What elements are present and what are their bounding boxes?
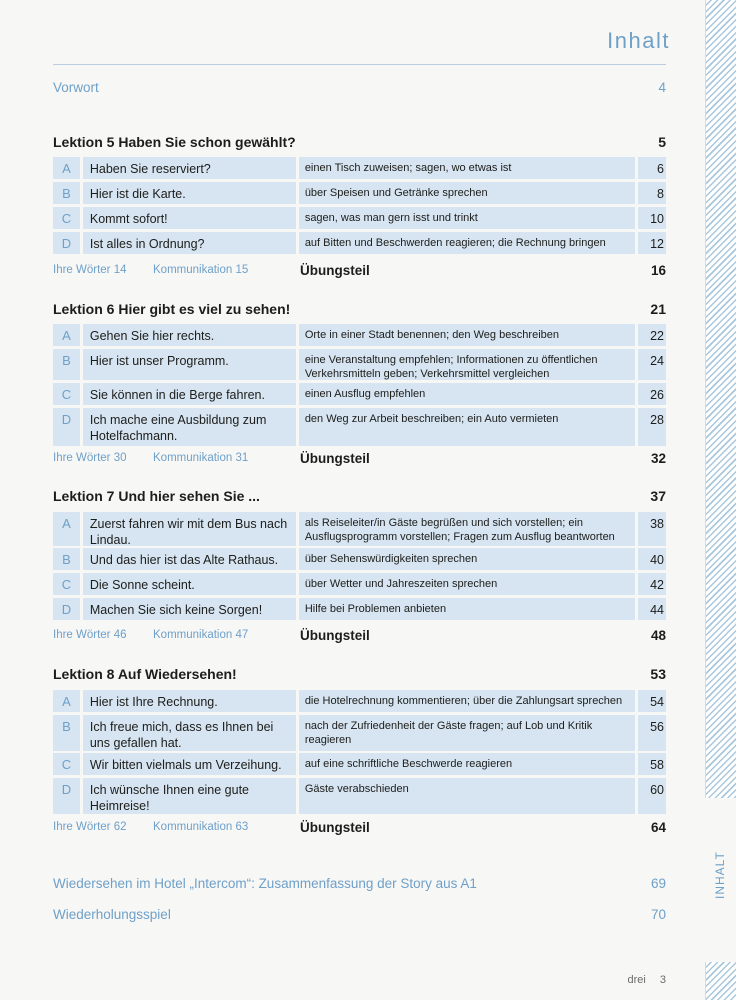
toc-entry-label: Vorwort	[53, 79, 99, 95]
lesson-heading[interactable]	[53, 132, 666, 152]
row-letter: B	[53, 715, 80, 751]
words-link[interactable]: Ihre Wörter 14	[53, 264, 127, 276]
words-link[interactable]: Ihre Wörter 30	[53, 452, 127, 464]
toc-row[interactable]	[53, 232, 666, 254]
words-link[interactable]: Ihre Wörter 46	[53, 629, 127, 641]
toc-row[interactable]	[53, 408, 666, 446]
row-page: 38	[638, 512, 666, 546]
row-page: 8	[638, 182, 666, 204]
toc-entry-review-game[interactable]	[53, 904, 666, 924]
row-description: sagen, was man gern isst und trinkt	[299, 207, 635, 229]
toc-entry-page: 70	[650, 906, 666, 922]
row-title: Haben Sie reserviert?	[83, 157, 296, 179]
row-letter: D	[53, 232, 80, 254]
toc-row[interactable]	[53, 778, 666, 814]
page-title: Inhalt	[607, 28, 670, 53]
communication-link[interactable]: Kommunikation 15	[153, 264, 249, 276]
decorative-hatch-bottom	[705, 962, 736, 1000]
toc-row[interactable]	[53, 324, 666, 346]
words-link[interactable]: Ihre Wörter 62	[53, 821, 127, 833]
row-letter: C	[53, 207, 80, 229]
lesson-footer	[53, 817, 666, 837]
row-title: Sie können in die Berge fahren.	[83, 383, 296, 405]
lesson-title: Lektion 7 Und hier sehen Sie ...	[53, 488, 260, 504]
row-title: Ich freue mich, dass es Ihnen bei uns gefallen hat.	[83, 715, 296, 751]
row-description: auf eine schriftliche Beschwerde reagieren	[299, 753, 635, 775]
row-letter: D	[53, 598, 80, 620]
communication-link[interactable]: Kommunikation 63	[153, 821, 249, 833]
row-page: 56	[638, 715, 666, 751]
row-page: 12	[638, 232, 666, 254]
lesson-footer	[53, 625, 666, 645]
row-description: Orte in einer Stadt benennen; den Weg beschreiben	[299, 324, 635, 346]
row-description: als Reiseleiter/in Gäste begrüßen und sich vorstellen; ein Ausflugsprogramm vorstellen; Fragen zum Ausflug beantworten	[299, 512, 635, 546]
lesson-footer	[53, 260, 666, 280]
toc-row[interactable]	[53, 512, 666, 546]
row-letter: B	[53, 182, 80, 204]
row-description: nach der Zufriedenheit der Gäste fragen; auf Lob und Kritik reagieren	[299, 715, 635, 751]
row-description: Hilfe bei Problemen anbieten	[299, 598, 635, 620]
row-description: einen Ausflug empfehlen	[299, 383, 635, 405]
exercise-page: 64	[650, 819, 666, 835]
row-page: 54	[638, 690, 666, 712]
toc-row[interactable]	[53, 753, 666, 775]
exercise-link[interactable]: Übungsteil	[300, 450, 370, 466]
toc-row[interactable]	[53, 383, 666, 405]
row-title: Ich mache eine Ausbildung zum Hotelfachmann.	[83, 408, 296, 446]
row-description: einen Tisch zuweisen; sagen, wo etwas ist	[299, 157, 635, 179]
row-description: den Weg zur Arbeit beschreiben; ein Auto vermieten	[299, 408, 635, 446]
exercise-link[interactable]: Übungsteil	[300, 627, 370, 643]
row-page: 44	[638, 598, 666, 620]
communication-link[interactable]: Kommunikation 47	[153, 629, 249, 641]
row-page: 26	[638, 383, 666, 405]
toc-entry-page: 4	[658, 79, 666, 95]
row-letter: A	[53, 157, 80, 179]
toc-row[interactable]	[53, 349, 666, 380]
lesson-page: 21	[650, 301, 666, 317]
toc-row[interactable]	[53, 715, 666, 751]
lesson-heading[interactable]	[53, 664, 666, 684]
toc-row[interactable]	[53, 548, 666, 570]
row-letter: D	[53, 778, 80, 814]
row-page: 58	[638, 753, 666, 775]
lesson-page: 37	[650, 488, 666, 504]
lesson-title: Lektion 8 Auf Wiedersehen!	[53, 666, 237, 682]
exercise-page: 16	[650, 262, 666, 278]
toc-row[interactable]	[53, 157, 666, 179]
lesson-page: 5	[658, 134, 666, 150]
row-title: Kommt sofort!	[83, 207, 296, 229]
lesson-page: 53	[650, 666, 666, 682]
page-number-word: drei	[627, 974, 646, 986]
toc-row[interactable]	[53, 690, 666, 712]
row-description: über Speisen und Getränke sprechen	[299, 182, 635, 204]
toc-row[interactable]	[53, 207, 666, 229]
row-title: Und das hier ist das Alte Rathaus.	[83, 548, 296, 570]
lesson-title: Lektion 6 Hier gibt es viel zu sehen!	[53, 301, 291, 317]
row-title: Hier ist die Karte.	[83, 182, 296, 204]
exercise-link[interactable]: Übungsteil	[300, 819, 370, 835]
toc-entry-label: Wiedersehen im Hotel „Intercom“: Zusammenfassung der Story aus A1	[53, 875, 477, 891]
row-description: eine Veranstaltung empfehlen; Informationen zu öffentlichen Verkehrsmitteln geben; Verkehrsmittel vergleichen	[299, 349, 635, 380]
side-tab-label: INHALT	[713, 851, 727, 899]
row-letter: D	[53, 408, 80, 446]
row-page: 6	[638, 157, 666, 179]
row-page: 28	[638, 408, 666, 446]
decorative-hatch-top	[705, 0, 736, 798]
row-title: Hier ist Ihre Rechnung.	[83, 690, 296, 712]
row-description: über Wetter und Jahreszeiten sprechen	[299, 573, 635, 595]
row-page: 24	[638, 349, 666, 380]
row-page: 22	[638, 324, 666, 346]
toc-row[interactable]	[53, 573, 666, 595]
page-number: 3	[659, 974, 666, 986]
row-letter: A	[53, 324, 80, 346]
toc-entry-story-summary[interactable]	[53, 873, 666, 893]
row-description: auf Bitten und Beschwerden reagieren; die Rechnung bringen	[299, 232, 635, 254]
row-title: Ist alles in Ordnung?	[83, 232, 296, 254]
toc-row[interactable]	[53, 598, 666, 620]
row-description: über Sehenswürdigkeiten sprechen	[299, 548, 635, 570]
lesson-footer	[53, 448, 666, 468]
exercise-link[interactable]: Übungsteil	[300, 262, 370, 278]
row-description: Gäste verabschieden	[299, 778, 635, 814]
row-letter: A	[53, 690, 80, 712]
row-title: Die Sonne scheint.	[83, 573, 296, 595]
row-description: die Hotelrechnung kommentieren; über die Zahlungsart sprechen	[299, 690, 635, 712]
row-title: Machen Sie sich keine Sorgen!	[83, 598, 296, 620]
exercise-page: 32	[650, 450, 666, 466]
communication-link[interactable]: Kommunikation 31	[153, 452, 249, 464]
row-title: Zuerst fahren wir mit dem Bus nach Lindau.	[83, 512, 296, 546]
title-rule	[53, 64, 666, 65]
row-page: 10	[638, 207, 666, 229]
row-page: 60	[638, 778, 666, 814]
lesson-heading[interactable]	[53, 299, 666, 319]
row-letter: C	[53, 383, 80, 405]
row-page: 40	[638, 548, 666, 570]
row-title: Hier ist unser Programm.	[83, 349, 296, 380]
row-letter: C	[53, 573, 80, 595]
row-title: Ich wünsche Ihnen eine gute Heimreise!	[83, 778, 296, 814]
lesson-title: Lektion 5 Haben Sie schon gewählt?	[53, 134, 296, 150]
row-title: Wir bitten vielmals um Verzeihung.	[83, 753, 296, 775]
toc-entry-label: Wiederholungsspiel	[53, 906, 171, 922]
toc-entry-page: 69	[650, 875, 666, 891]
row-title: Gehen Sie hier rechts.	[83, 324, 296, 346]
toc-entry-vorwort[interactable]	[53, 77, 666, 97]
page-footer	[628, 974, 666, 986]
row-letter: C	[53, 753, 80, 775]
row-page: 42	[638, 573, 666, 595]
lesson-heading[interactable]	[53, 486, 666, 506]
row-letter: A	[53, 512, 80, 546]
row-letter: B	[53, 349, 80, 380]
toc-row[interactable]	[53, 182, 666, 204]
row-letter: B	[53, 548, 80, 570]
exercise-page: 48	[650, 627, 666, 643]
